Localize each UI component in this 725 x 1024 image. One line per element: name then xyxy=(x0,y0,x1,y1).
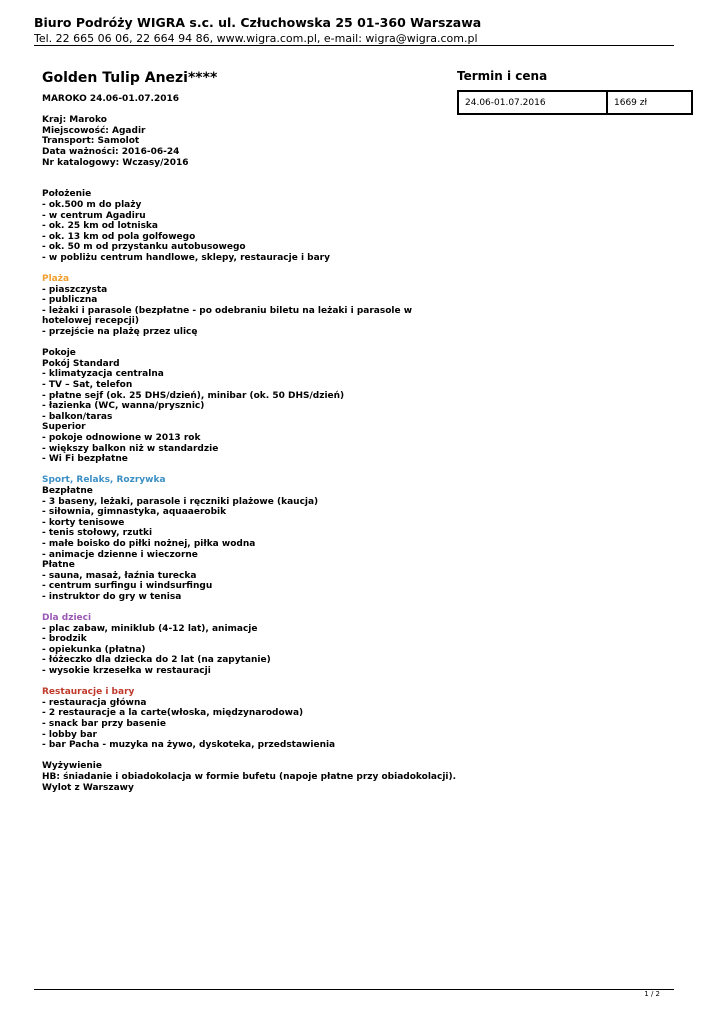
list-item: - wysokie krzesełka w restauracji xyxy=(42,666,211,677)
list-item: - łazienka (WC, wanna/prysznic) xyxy=(42,401,205,412)
list-item: - Wi Fi bezpłatne xyxy=(42,454,128,465)
list-item: - 3 baseny, leżaki, parasole i ręczniki plażowe (kaucja) xyxy=(42,496,319,507)
pricing-table xyxy=(457,90,693,115)
fact-city: Miejscowość: Agadir xyxy=(42,125,146,136)
list-item: Płatne xyxy=(42,560,75,571)
fact-valid-date: Data ważności: 2016-06-24 xyxy=(42,146,180,157)
list-item: - TV – Sat, telefon xyxy=(42,380,133,391)
list-item: - instruktor do gry w tenisa xyxy=(42,591,182,602)
list-item: - ok. 25 km od lotniska xyxy=(42,221,158,232)
section-heading: Plaża xyxy=(42,274,70,285)
footer-divider xyxy=(34,989,674,990)
list-item: Pokój Standard xyxy=(42,358,120,369)
section-heading: Restauracje i bary xyxy=(42,687,135,698)
section-heading: Dla dzieci xyxy=(42,613,92,624)
price-cell: 1669 zł xyxy=(607,91,692,114)
section-beach xyxy=(42,274,422,338)
list-item: - piaszczysta xyxy=(42,284,108,295)
list-item: - korty tenisowe xyxy=(42,517,125,528)
list-item: - większy balkon niż w standardzie xyxy=(42,443,219,454)
section-heading: Położenie xyxy=(42,189,92,200)
list-item: - sauna, masaż, łaźnia turecka xyxy=(42,570,197,581)
section-sport xyxy=(42,475,422,602)
list-item: Wylot z Warszawy xyxy=(42,782,134,793)
list-item: hotelowej recepcji) xyxy=(42,316,139,327)
company-name: Biuro Podróży WIGRA s.c. ul. Człuchowska 25 01-360 Warszawa xyxy=(34,15,482,30)
list-item: - w pobliżu centrum handlowe, sklepy, restauracje i bary xyxy=(42,252,330,263)
fact-country: Kraj: Maroko xyxy=(42,115,107,126)
list-item: - plac zabaw, miniklub (4-12 lat), animacje xyxy=(42,623,258,634)
pricing-panel xyxy=(457,68,697,115)
list-item: - animacje dzienne i wieczorne xyxy=(42,549,198,560)
page-number: 1 / 2 xyxy=(644,990,660,998)
list-item: - ok.500 m do plaży xyxy=(42,199,142,210)
section-heading: Wyżywienie xyxy=(42,761,102,772)
list-item: - ok. 13 km od pola golfowego xyxy=(42,231,196,242)
list-item: - siłownia, gimnastyka, aquaaerobik xyxy=(42,507,227,518)
fact-catalog-number: Nr katalogowy: Wczasy/2016 xyxy=(42,157,189,168)
section-heading: Pokoje xyxy=(42,348,76,359)
section-rooms xyxy=(42,348,422,465)
list-item: - przejście na plażę przez ulicę xyxy=(42,327,198,338)
list-item: - tenis stołowy, rzutki xyxy=(42,528,153,539)
list-item: - lobby bar xyxy=(42,729,97,740)
list-item: - w centrum Agadiru xyxy=(42,210,146,221)
table-row xyxy=(458,91,692,114)
list-item: - pokoje odnowione w 2013 rok xyxy=(42,433,201,443)
section-heading: Sport, Relaks, Rozrywka xyxy=(42,475,166,486)
section-board xyxy=(42,761,457,793)
list-item: - bar Pacha - muzyka na żywo, dyskoteka, przedstawienia xyxy=(42,740,336,751)
list-item: Superior xyxy=(42,422,86,433)
list-item: - płatne sejf (ok. 25 DHS/dzień), minibar (ok. 50 DHS/dzień) xyxy=(42,390,345,401)
list-item: - brodzik xyxy=(42,634,87,645)
list-item: - balkon/taras xyxy=(42,411,113,422)
offer-subtitle: MAROKO 24.06-01.07.2016 xyxy=(42,94,179,104)
fact-transport: Transport: Samolot xyxy=(42,136,140,147)
header-divider xyxy=(34,45,674,46)
list-item: - snack bar przy basenie xyxy=(42,719,166,730)
list-item: - 2 restauracje a la carte(włoska, międzynarodowa) xyxy=(42,708,304,719)
section-location xyxy=(42,189,422,263)
list-item: - klimatyzacja centralna xyxy=(42,369,164,380)
pricing-heading: Termin i cena xyxy=(457,69,548,83)
section-kids xyxy=(42,613,422,677)
offer-details xyxy=(42,68,457,793)
list-item: HB: śniadanie i obiadokolacja w formie bufetu (napoje płatne przy obiadokolacji). xyxy=(42,772,457,782)
list-item: - opiekunka (płatna) xyxy=(42,644,146,655)
list-item: Bezpłatne xyxy=(42,485,93,496)
list-item: - centrum surfingu i windsurfingu xyxy=(42,581,213,592)
list-item: - małe boisko do piłki nożnej, piłka wodna xyxy=(42,538,256,549)
section-restaurants xyxy=(42,687,422,751)
hotel-title: Golden Tulip Anezi**** xyxy=(42,70,218,86)
list-item: - restauracja główna xyxy=(42,697,147,708)
term-cell: 24.06-01.07.2016 xyxy=(458,91,607,114)
offer-facts xyxy=(42,115,422,168)
list-item: - leżaki i parasole (bezpłatne - po odebraniu biletu na leżaki i parasole w xyxy=(42,305,413,316)
letterhead xyxy=(34,14,674,46)
company-contact: Tel. 22 665 06 06, 22 664 94 86, www.wigra.com.pl, e-mail: wigra@wigra.com.pl xyxy=(34,32,478,45)
list-item: - łóżeczko dla dziecka do 2 lat (na zapytanie) xyxy=(42,655,271,666)
list-item: - ok. 50 m od przystanku autobusowego xyxy=(42,242,246,253)
list-item: - publiczna xyxy=(42,295,98,306)
